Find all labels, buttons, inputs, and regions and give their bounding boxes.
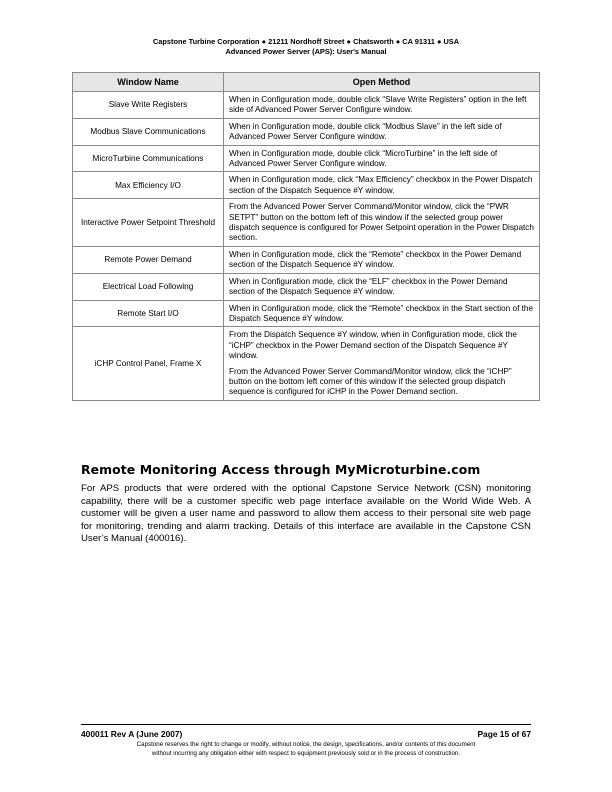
open-method-cell: When in Configuration mode, double click “Modbus Slave” in the left side of Advanced Power Server Configure window. bbox=[224, 118, 540, 145]
window-name-cell: Electrical Load Following bbox=[73, 273, 224, 300]
open-method-paragraph: From the Advanced Power Server Command/Monitor window, click the “iCHP” button on the bottom left corner of this window if the selected group dispatch sequence is configured for iCHP in the Power Demand section. bbox=[229, 366, 512, 397]
open-method-cell: From the Advanced Power Server Command/Monitor window, click the “PWR SETPT” button on the bottom left of this window if the selected group power dispatch sequence is configured for Power Setpoint operation in the Power Dispatch section. bbox=[224, 199, 540, 247]
footer-notice-line: Capstone reserves the right to change or modify, without notice, the design, specifications, and/or contents of this document bbox=[136, 741, 476, 748]
open-method-cell bbox=[224, 327, 540, 400]
footer-page-number: Page 15 of 67 bbox=[477, 729, 531, 739]
table-row bbox=[73, 246, 540, 273]
window-name-cell: Remote Power Demand bbox=[73, 246, 224, 273]
footer-notice bbox=[0, 741, 612, 758]
window-name-cell: Slave Write Registers bbox=[73, 92, 224, 119]
window-name-cell: MicroTurbine Communications bbox=[73, 145, 224, 172]
open-method-cell: When in Configuration mode, click the “Remote” checkbox in the Start section of the Dispatch Sequence #Y window. bbox=[224, 300, 540, 327]
table-row bbox=[73, 92, 540, 119]
table-row bbox=[73, 273, 540, 300]
open-method-cell: When in Configuration mode, click the “Remote” checkbox in the Power Demand section of the Dispatch Sequence #Y window. bbox=[224, 246, 540, 273]
window-name-cell: Interactive Power Setpoint Threshold bbox=[73, 199, 224, 247]
window-name-cell: Remote Start I/O bbox=[73, 300, 224, 327]
section-heading: Remote Monitoring Access through MyMicroturbine.com bbox=[81, 462, 481, 477]
footer-doc-id: 400011 Rev A (June 2007) bbox=[81, 729, 183, 739]
table-row bbox=[73, 145, 540, 172]
table-row bbox=[73, 300, 540, 327]
open-method-cell: When in Configuration mode, double click “Slave Write Registers” option in the left side of Advanced Power Server Configure window. bbox=[224, 92, 540, 119]
section-body-paragraph: For APS products that were ordered with the optional Capstone Service Network (CSN) monitoring capability, there will be a customer specific web page interface available on the World Wide Web. A customer will be given a user name and password to allow them access to their personal site web page for monitoring, trending and alarm tracking. Details of this interface are available in the Capstone CSN User’s Manual (400016). bbox=[81, 483, 531, 544]
window-name-cell: Modbus Slave Communications bbox=[73, 118, 224, 145]
column-header-open-method: Open Method bbox=[224, 73, 540, 92]
open-method-cell: When in Configuration mode, click “Max Efficiency” checkbox in the Power Dispatch section of the Dispatch Sequence #Y window. bbox=[224, 172, 540, 199]
column-header-window-name: Window Name bbox=[73, 73, 224, 92]
table-row bbox=[73, 327, 540, 400]
footer-notice-line: without incurring any obligation either with respect to equipment previously sold or in the process of construction. bbox=[151, 749, 461, 757]
table-row bbox=[73, 172, 540, 199]
window-name-cell: iCHP Control Panel, Frame X bbox=[73, 327, 224, 400]
open-method-cell: When in Configuration mode, click the “ELF” checkbox in the Power Demand section of the Dispatch Sequence #Y window. bbox=[224, 273, 540, 300]
header-manual-title: Advanced Power Server (APS): User's Manual bbox=[225, 47, 387, 56]
footer-divider bbox=[81, 724, 531, 725]
table-row bbox=[73, 199, 540, 247]
header-address: Capstone Turbine Corporation ● 21211 Nordhoff Street ● Chatsworth ● CA 91311 ● USA bbox=[152, 37, 460, 46]
open-method-paragraph: From the Dispatch Sequence #Y window, when in Configuration mode, click the “iCHP” checkbox in the Power Demand section of the Dispatch Sequence #Y window. bbox=[229, 330, 517, 361]
open-method-cell: When in Configuration mode, double click “MicroTurbine” in the left side of Advanced Power Server Configure window. bbox=[224, 145, 540, 172]
table-header-row bbox=[73, 73, 540, 92]
table-row bbox=[73, 118, 540, 145]
window-open-methods-table bbox=[72, 72, 540, 401]
window-name-cell: Max Efficiency I/O bbox=[73, 172, 224, 199]
page-header bbox=[0, 37, 612, 57]
